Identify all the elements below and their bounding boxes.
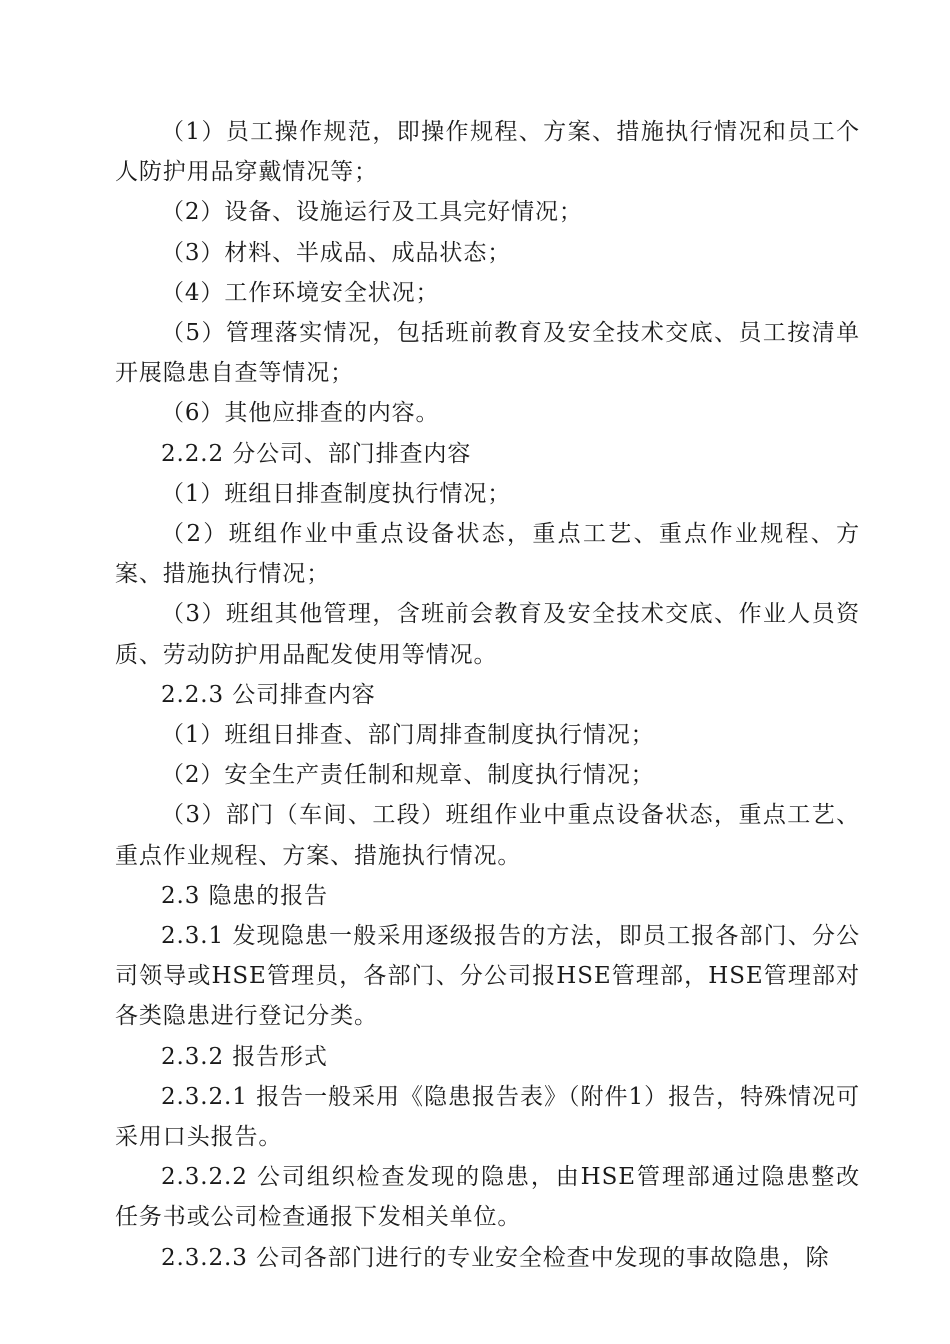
section-heading-2-3: 2.3 隐患的报告	[161, 882, 328, 909]
paragraph-12: （3）部门（车间、工段）班组作业中重点设备状态，重点工艺、重点作业规程、方案、措施执行情况。	[115, 802, 860, 869]
paragraph-5: （5）管理落实情况，包括班前教育及安全技术交底、员工按清单开展隐患自查等情况；	[115, 320, 860, 387]
document-body	[115, 112, 860, 1278]
section-heading-2-2-3: 2.2.3 公司排查内容	[161, 681, 376, 708]
paragraph-9: （3）班组其他管理，含班前会教育及安全技术交底、作业人员资质、劳动防护用品配发使用等情况。	[115, 601, 860, 668]
paragraph-10: （1）班组日排查、部门周排查制度执行情况；	[161, 722, 655, 749]
paragraph-13: 2.3.1 发现隐患一般采用逐级报告的方法，即员工报各部门、分公司领导或HSE管理员，各部门、分公司报HSE管理部，HSE管理部对各类隐患进行登记分类。	[115, 923, 860, 1030]
paragraph-3: （3）材料、半成品、成品状态；	[161, 239, 512, 266]
paragraph-16: 2.3.2.3 公司各部门进行的专业安全检查中发现的事故隐患，除	[161, 1244, 830, 1271]
paragraph-15: 2.3.2.2 公司组织检查发现的隐患，由HSE管理部通过隐患整改任务书或公司检查通报下发相关单位。	[115, 1164, 860, 1231]
paragraph-8: （2）班组作业中重点设备状态，重点工艺、重点作业规程、方案、措施执行情况；	[115, 521, 860, 588]
paragraph-14: 2.3.2.1 报告一般采用《隐患报告表》（附件1）报告，特殊情况可采用口头报告。	[115, 1083, 860, 1151]
paragraph-2: （2）设备、设施运行及工具完好情况；	[161, 199, 583, 226]
paragraph-11: （2）安全生产责任制和规章、制度执行情况；	[161, 762, 655, 789]
paragraph-6: （6）其他应排查的内容。	[161, 400, 440, 427]
section-heading-2-3-2: 2.3.2 报告形式	[161, 1043, 328, 1070]
paragraph-4: （4）工作环境安全状况；	[161, 279, 440, 306]
paragraph-1: （1）员工操作规范，即操作规程、方案、措施执行情况和员工个人防护用品穿戴情况等；	[115, 119, 860, 186]
paragraph-7: （1）班组日排查制度执行情况；	[161, 480, 512, 507]
section-heading-2-2-2: 2.2.2 分公司、部门排查内容	[161, 440, 472, 467]
